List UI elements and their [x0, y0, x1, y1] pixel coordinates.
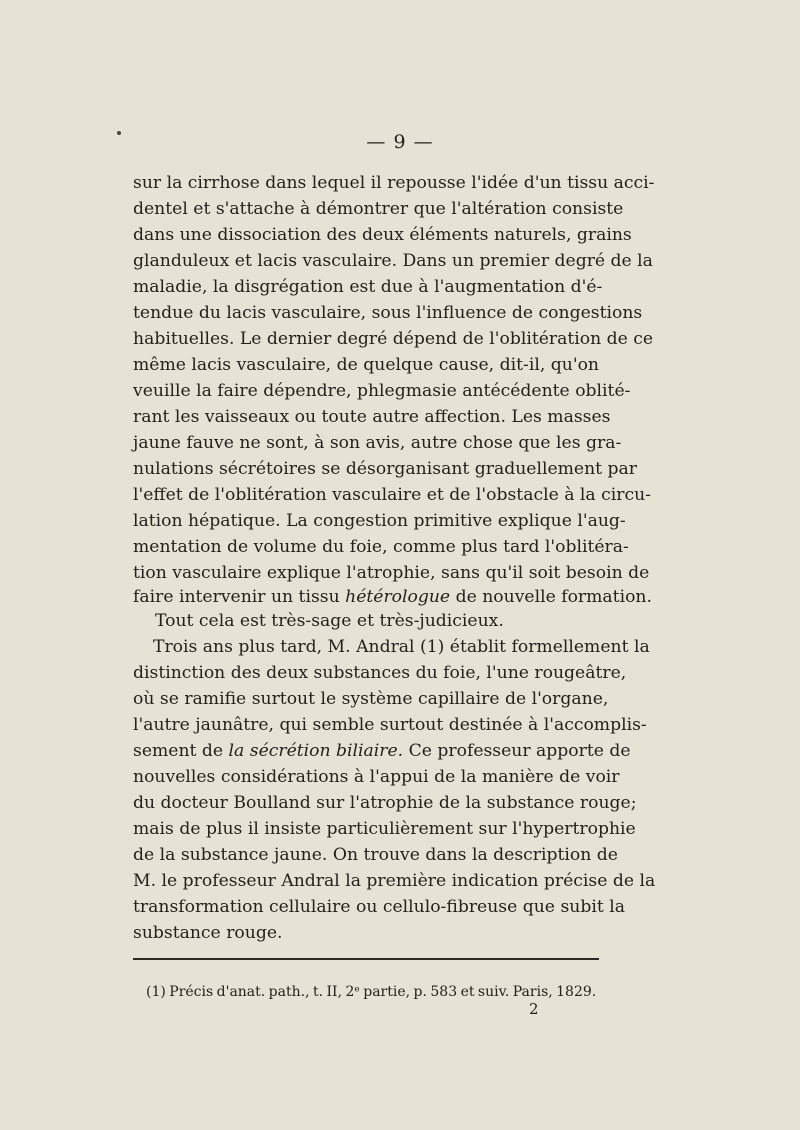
- signature-mark: 2: [529, 1000, 539, 1018]
- text-line: nouvelles considérations à l'appui de la manière de voir: [133, 767, 620, 787]
- text-after-term: Ce professeur apporte de: [403, 741, 631, 761]
- text-line: tion vasculaire explique l'atrophie, sans qu'il soit besoin de: [133, 563, 650, 583]
- text-line: nulations sécrétoires se désorganisant graduellement par: [133, 459, 638, 479]
- footnote-divider: [133, 958, 599, 960]
- text-line: maladie, la disgrégation est due à l'augmentation d'é-: [133, 277, 603, 297]
- text-line: dans une dissociation des deux éléments naturels, grains: [133, 225, 632, 245]
- text-line: de la substance jaune. On trouve dans la description de: [133, 845, 618, 865]
- text-line: veuille la faire dépendre, phlegmasie antécédente oblité-: [133, 381, 631, 401]
- text-line: dentel et s'attache à démontrer que l'altération consiste: [133, 199, 624, 219]
- text-before-term: sement de: [133, 741, 229, 761]
- text-line: habituelles. Le dernier degré dépend de l'oblitération de ce: [133, 329, 654, 349]
- text-line: glanduleux et lacis vasculaire. Dans un premier degré de la: [133, 251, 653, 271]
- text-line: Trois ans plus tard, M. Andral (1) établit formellement la: [153, 637, 650, 657]
- text-line: Tout cela est très-sage et très-judicieux.: [155, 611, 504, 631]
- text-before-term: faire intervenir un tissu: [133, 587, 346, 607]
- italic-term: hétérologue: [345, 587, 451, 607]
- text-line-italic-term: [133, 738, 631, 764]
- text-line: l'autre jaunâtre, qui semble surtout destinée à l'accomplis-: [133, 715, 647, 735]
- text-line: lation hépatique. La congestion primitive explique l'aug-: [133, 511, 626, 531]
- text-line: mentation de volume du foie, comme plus tard l'oblitéra-: [133, 537, 629, 557]
- page-number: — 9 —: [366, 131, 434, 153]
- text-line: sur la cirrhose dans lequel il repousse l'idée d'un tissu acci-: [133, 173, 655, 193]
- text-line: jaune fauve ne sont, à son avis, autre chose que les gra-: [133, 433, 622, 453]
- text-after-term: de nouvelle formation.: [450, 587, 652, 607]
- text-line: mais de plus il insiste particulièrement sur l'hypertrophie: [133, 819, 636, 839]
- text-line: même lacis vasculaire, de quelque cause, dit-il, qu'on: [133, 355, 599, 375]
- text-line: distinction des deux substances du foie, l'une rougeâtre,: [133, 663, 627, 683]
- text-line-italic-term: [133, 584, 652, 610]
- footnote: (1) Précis d'anat. path., t. II, 2ᵉ partie, p. 583 et suiv. Paris, 1829.: [146, 984, 597, 1000]
- text-line: transformation cellulaire ou cellulo-fibreuse que subit la: [133, 897, 625, 917]
- text-line: tendue du lacis vasculaire, sous l'influence de congestions: [133, 303, 643, 323]
- text-line: substance rouge.: [133, 923, 283, 943]
- text-line: où se ramifie surtout le système capillaire de l'organe,: [133, 689, 609, 709]
- text-line: M. le professeur Andral la première indication précise de la: [133, 871, 656, 891]
- text-line: rant les vaisseaux ou toute autre affection. Les masses: [133, 407, 611, 427]
- text-line: l'effet de l'oblitération vasculaire et de l'obstacle à la circu-: [133, 485, 651, 505]
- italic-term: la sécrétion biliaire.: [228, 741, 404, 761]
- text-line: du docteur Boulland sur l'atrophie de la substance rouge;: [133, 793, 637, 813]
